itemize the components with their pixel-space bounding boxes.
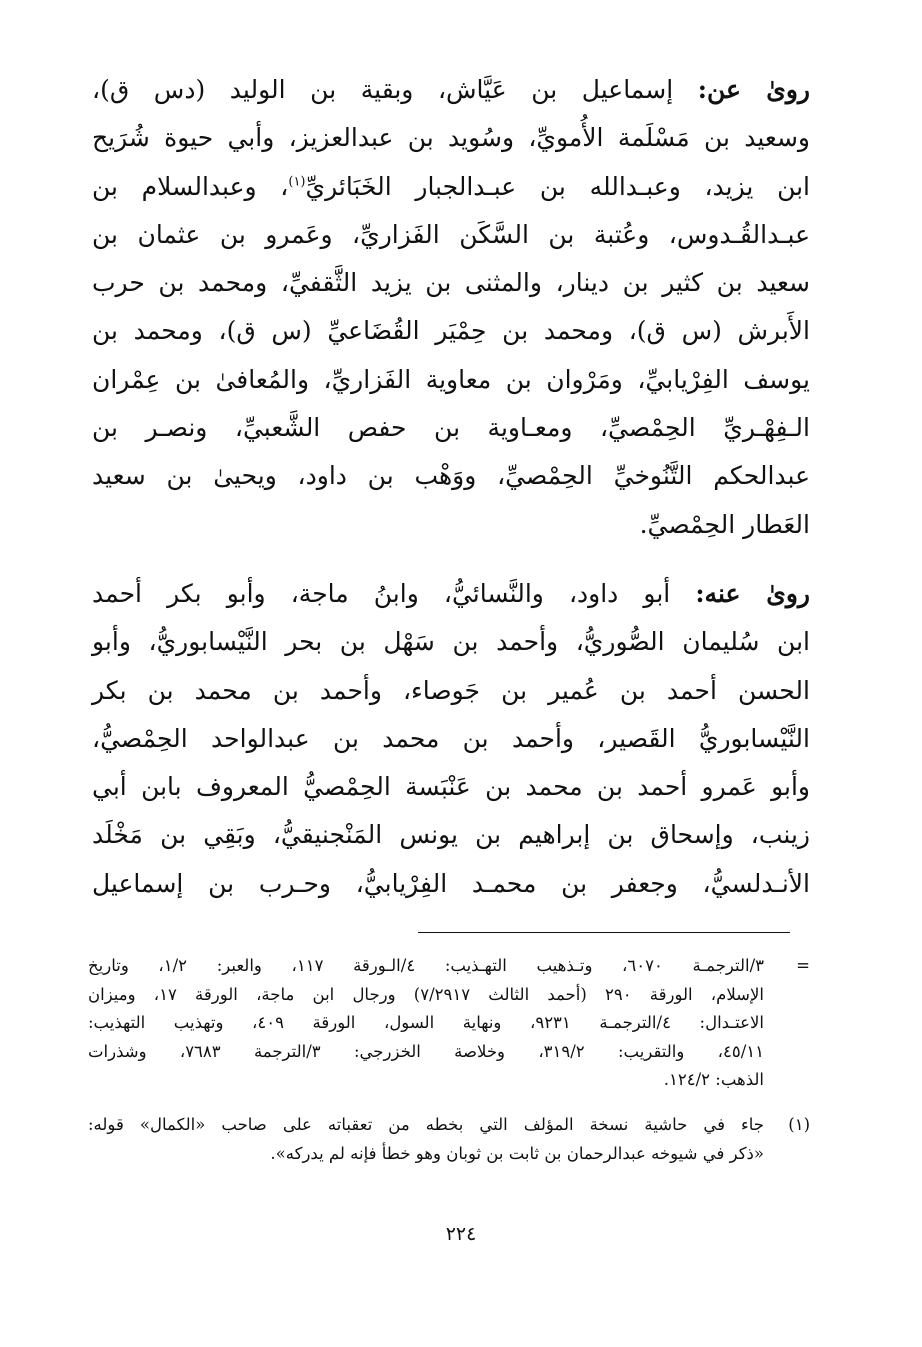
text-line: زينب، وإسحاق بن إبراهيم بن يونس المَنْجنيقيُّ، وبَقِي بن مَخْلَد <box>92 820 810 850</box>
text-line: الحسن أحمد بن عُمير بن جَوصاء، وأحمد بن محمد بن بكر <box>92 675 810 705</box>
footnote-marker: (١) <box>788 1114 810 1134</box>
section-lead: روىٰ عن: <box>697 75 810 104</box>
text-line: الأنـدلسيُّ، وجعفر بن محمـد الفِرْيابيُّ، وحـرب بن إسماعيل <box>92 868 810 898</box>
text-line: عبدالحكم التَّنُوخيِّ الحِمْصيِّ، ووَهْب بن داود، ويحيىٰ بن سعيد <box>92 461 810 491</box>
paragraph-narrated-from <box>92 66 810 549</box>
page-number: ٢٢٤ <box>445 1223 477 1245</box>
footnote-line: الاعتـدال: ٤/الترجمـة ٩٢٣١، ونهاية السول، الورقة ٤٠٩، وتهذيب التهذيب: <box>88 1013 764 1033</box>
text-line: النَّيْسابوريُّ القَصير، وأحمد بن محمد بن عبدالواحد الحِمْصيُّ، <box>92 723 810 753</box>
footnote-continued <box>88 952 810 1095</box>
text-line: روىٰ عنه: أبو داود، والنَّسائيُّ، وابنُ ماجة، وأبو بكر أحمد <box>92 578 810 608</box>
text-line: الـفِهْـريِّ الحِمْصيِّ، ومعـاوية بن حفص الشَّعبيِّ، ونصـر بن <box>92 413 810 443</box>
text-line: العَطار الحِمْصيِّ. <box>639 509 810 539</box>
footnote-marker: = <box>796 956 810 975</box>
text-line: عبـدالقُـدوس، وعُتبة بن السَّكَن الفَزاريِّ، وعَمرو بن عثمان بن <box>92 219 810 249</box>
footnote-1 <box>88 1111 810 1168</box>
text-line: روىٰ عن: إسماعيل بن عَيَّاش، وبقية بن الوليد (دس ق)، <box>92 75 810 104</box>
text-line: وأبو عَمرو أحمد بن محمد بن عَنْبَسة الحِمْصيُّ المعروف بابن أبي <box>92 772 810 802</box>
footnote-reference[interactable]: (١) <box>288 174 306 190</box>
text-line: وسعيد بن مَسْلَمة الأُمويِّ، وسُويد بن عبدالعزيز، وأبي حيوة شُرَيح <box>92 123 810 153</box>
main-text <box>92 66 810 908</box>
footnote-line: ٤٥/١١، والتقريب: ٣١٩/٢، وخلاصة الخزرجي: ٣/الترجمة ٧٦٨٣، وشذرات <box>88 1041 764 1061</box>
footnotes <box>88 952 810 1168</box>
footnote-line: الإسلام، الورقة ٢٩٠ (أحمد الثالث ٧/٢٩١٧) ورجال ابن ماجة، الورقة ١٧، وميزان <box>88 984 764 1004</box>
text-line: ابن سُليمان الصُّوريُّ، وأحمد بن سَهْل بن بحر النَّيْسابوريُّ، وأبو <box>92 627 810 657</box>
text-line: الأَبرش (س ق)، ومحمد بن حِمْيَر القُضَاعيِّ (س ق)، ومحمد بن <box>92 316 810 346</box>
footnote-line: «ذكر في شيوخه عبدالرحمان بن ثابت بن ثوبان وهو خطأ فإنه لم يدركه». <box>270 1143 764 1163</box>
text-line: ابن يزيد، وعبـدالله بن عبـدالجبار الخَبَائريِّ$^{(١)}$، وعبدالسلام بن <box>92 171 810 201</box>
footnote-line: جاء في حاشية نسخة المؤلف التي بخطه من تعقباته على صاحب «الكمال» قوله: <box>88 1114 764 1134</box>
footnote-line: الذهب: ١٢٤/٢. <box>663 1070 764 1090</box>
text-line: يوسف الفِرْيابيِّ، ومَرْوان بن معاوية الفَزاريِّ، والمُعافىٰ بن عِمْران <box>92 364 810 394</box>
text-line: سعيد بن كثير بن دينار، والمثنى بن يزيد الثَّقفيِّ، ومحمد بن حرب <box>92 268 810 298</box>
footnote-line: ٣/الترجمـة ٦٠٧٠، وتـذهيب التهـذيب: ٤/الـورقة ١١٧، والعبر: ١/٢، وتاريخ <box>88 956 765 975</box>
footnote-separator <box>418 932 790 933</box>
section-lead: روىٰ عنه: <box>695 578 810 608</box>
paragraph-narrated-by <box>92 570 810 908</box>
